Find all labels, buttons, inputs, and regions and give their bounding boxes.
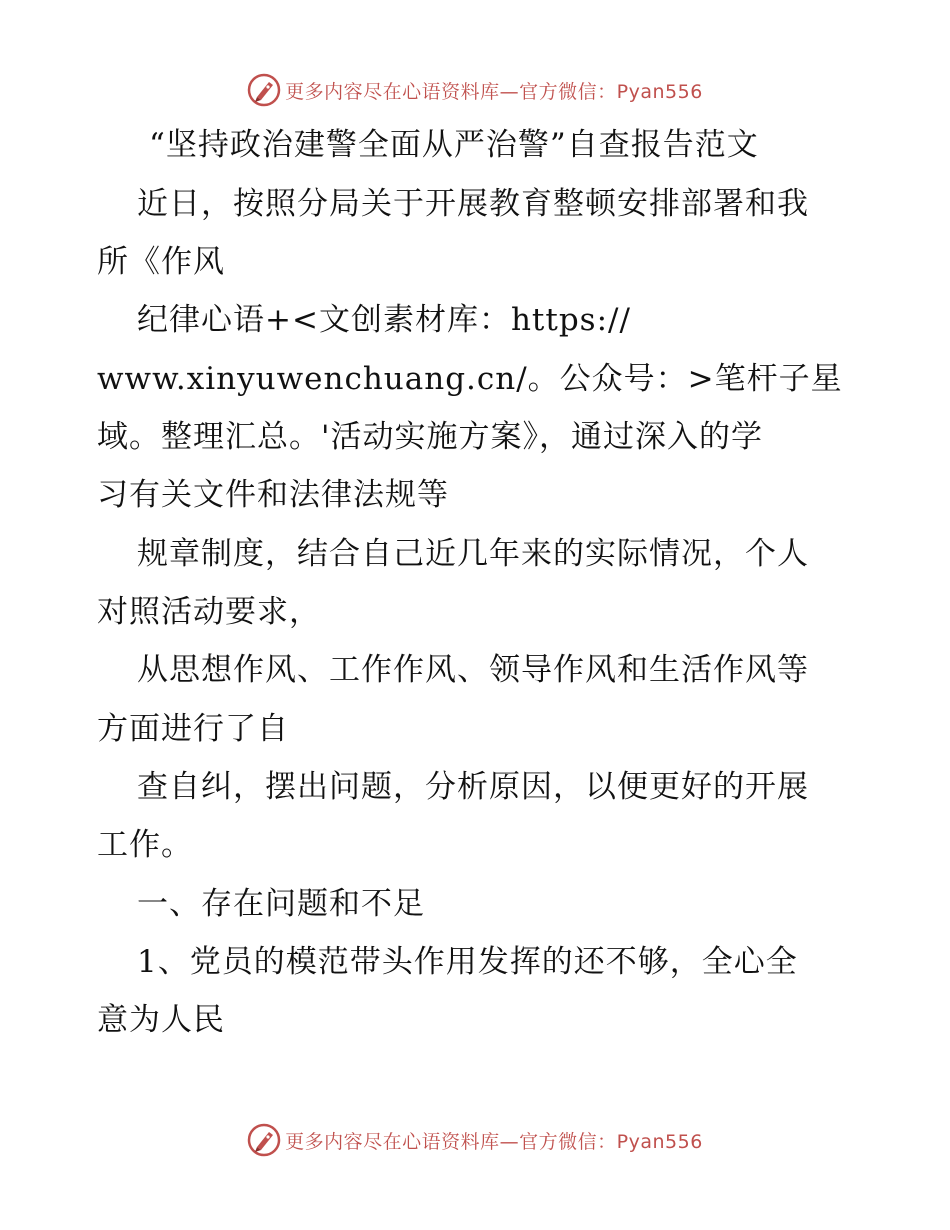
footer-banner-text: 更多内容尽在心语资料库—官方微信：Pyan556 [285, 1130, 703, 1153]
paragraph-line: 对照活动要求， [97, 594, 321, 630]
paragraph-line: 域。整理汇总。'活动实施方案》，通过深入的学 [97, 419, 764, 455]
header-banner [0, 70, 950, 110]
footer-banner [0, 1120, 950, 1160]
header-banner-text: 更多内容尽在心语资料库—官方微信：Pyan556 [285, 80, 703, 103]
section-heading: 一、存在问题和不足 [137, 886, 425, 922]
paragraph-line: 所《作风 [97, 244, 225, 280]
paragraph-line: 从思想作风、工作作风、领导作风和生活作风等 [137, 652, 809, 688]
paragraph-line: 纪律心语+<文创素材库：https:// [137, 302, 631, 338]
paragraph-line: 查自纠，摆出问题，分析原因，以便更好的开展 [137, 769, 809, 805]
paragraph-line: 规章制度，结合自己近几年来的实际情况，个人 [137, 536, 809, 572]
paragraph-line: www.xinyuwenchuang.cn/。公众号：>笔杆子星 [97, 361, 843, 397]
paragraph-line: 习有关文件和法律法规等 [97, 477, 449, 513]
paragraph-line: 1、党员的模范带头作用发挥的还不够，全心全 [137, 944, 798, 980]
paragraph-line: 工作。 [97, 827, 193, 863]
pen-nib-logo-icon [247, 1123, 281, 1157]
paragraph-line: 近日，按照分局关于开展教育整顿安排部署和我 [137, 186, 809, 222]
pen-nib-logo-icon [247, 73, 281, 107]
paragraph-line: 意为人民 [97, 1002, 225, 1038]
document-title: “坚持政治建警全面从严治警”自查报告范文 [149, 127, 759, 163]
paragraph-line: 方面进行了自 [97, 711, 289, 747]
